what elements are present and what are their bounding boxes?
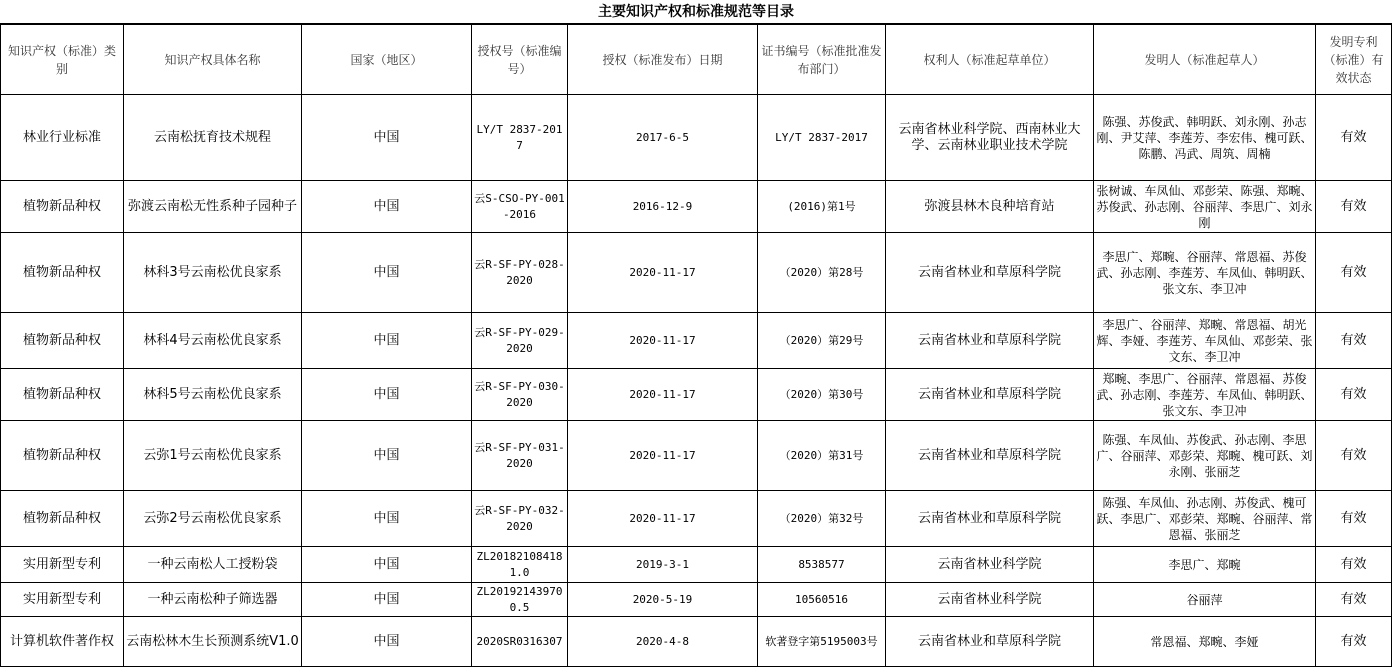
cell-status: 有效 [1316, 233, 1392, 313]
cell-cert: （2020）第28号 [758, 233, 886, 313]
cell-date: 2020-11-17 [568, 369, 758, 421]
table-title: 主要知识产权和标准规范等目录 [0, 0, 1392, 24]
header-category: 知识产权（标准）类别 [1, 25, 124, 95]
table-row [1, 313, 1392, 369]
cell-owner: 云南省林业和草原科学院 [886, 421, 1094, 491]
cell-cert: 10560516 [758, 583, 886, 617]
cell-auth-no: 云R-SF-PY-030-2020 [472, 369, 568, 421]
cell-date: 2020-11-17 [568, 233, 758, 313]
cell-owner: 云南省林业和草原科学院 [886, 233, 1094, 313]
cell-date: 2016-12-9 [568, 181, 758, 233]
cell-country: 中国 [302, 181, 472, 233]
cell-auth-no: ZL201821084181.0 [472, 547, 568, 583]
cell-auth-no: 云R-SF-PY-032-2020 [472, 491, 568, 547]
table-row [1, 547, 1392, 583]
cell-name: 云弥1号云南松优良家系 [124, 421, 302, 491]
cell-status: 有效 [1316, 547, 1392, 583]
cell-cert: （2020）第32号 [758, 491, 886, 547]
cell-inventors: 陈强、车凤仙、孙志刚、苏俊武、槐可跃、李思广、邓彭荣、郑畹、谷丽萍、常恩福、张丽芝 [1094, 491, 1316, 547]
table-row [1, 95, 1392, 181]
cell-category: 林业行业标准 [1, 95, 124, 181]
cell-inventors: 陈强、车凤仙、苏俊武、孙志刚、李思广、谷丽萍、邓彭荣、郑畹、槐可跃、刘永刚、张丽芝 [1094, 421, 1316, 491]
cell-status: 有效 [1316, 313, 1392, 369]
cell-auth-no: LY/T 2837-2017 [472, 95, 568, 181]
cell-category: 实用新型专利 [1, 583, 124, 617]
cell-status: 有效 [1316, 369, 1392, 421]
cell-owner: 云南省林业科学院、西南林业大学、云南林业职业技术学院 [886, 95, 1094, 181]
cell-status: 有效 [1316, 181, 1392, 233]
header-auth-no: 授权号（标准编号） [472, 25, 568, 95]
cell-inventors: 张树诚、车凤仙、邓彭荣、陈强、郑畹、苏俊武、孙志刚、谷丽萍、李思广、刘永刚 [1094, 181, 1316, 233]
header-date: 授权（标准发布）日期 [568, 25, 758, 95]
cell-cert: (2016)第1号 [758, 181, 886, 233]
cell-category: 植物新品种权 [1, 491, 124, 547]
table-row [1, 617, 1392, 667]
cell-auth-no: 云R-SF-PY-028-2020 [472, 233, 568, 313]
cell-owner: 云南省林业科学院 [886, 583, 1094, 617]
cell-auth-no: 云S-CSO-PY-001-2016 [472, 181, 568, 233]
header-status: 发明专利（标准）有效状态 [1316, 25, 1392, 95]
cell-country: 中国 [302, 369, 472, 421]
cell-name: 一种云南松人工授粉袋 [124, 547, 302, 583]
table-row [1, 369, 1392, 421]
cell-category: 植物新品种权 [1, 421, 124, 491]
cell-inventors: 李思广、郑畹、谷丽萍、常恩福、苏俊武、孙志刚、李莲芳、车凤仙、韩明跃、张文东、李卫冲 [1094, 233, 1316, 313]
cell-country: 中国 [302, 313, 472, 369]
cell-status: 有效 [1316, 491, 1392, 547]
header-country: 国家（地区） [302, 25, 472, 95]
cell-cert: （2020）第29号 [758, 313, 886, 369]
cell-auth-no: ZL201921439700.5 [472, 583, 568, 617]
cell-country: 中国 [302, 491, 472, 547]
cell-category: 实用新型专利 [1, 547, 124, 583]
table-row [1, 421, 1392, 491]
header-row [1, 25, 1392, 95]
cell-status: 有效 [1316, 617, 1392, 667]
cell-cert: 软著登字第5195003号 [758, 617, 886, 667]
cell-name: 云南松抚育技术规程 [124, 95, 302, 181]
cell-cert: 8538577 [758, 547, 886, 583]
cell-category: 植物新品种权 [1, 181, 124, 233]
cell-status: 有效 [1316, 95, 1392, 181]
cell-auth-no: 云R-SF-PY-029-2020 [472, 313, 568, 369]
header-inventors: 发明人（标准起草人） [1094, 25, 1316, 95]
table-row [1, 491, 1392, 547]
cell-cert: （2020）第31号 [758, 421, 886, 491]
cell-country: 中国 [302, 583, 472, 617]
cell-name: 林科3号云南松优良家系 [124, 233, 302, 313]
cell-country: 中国 [302, 233, 472, 313]
cell-owner: 弥渡县林木良种培育站 [886, 181, 1094, 233]
cell-cert: LY/T 2837-2017 [758, 95, 886, 181]
cell-owner: 云南省林业和草原科学院 [886, 369, 1094, 421]
cell-name: 弥渡云南松无性系种子园种子 [124, 181, 302, 233]
cell-country: 中国 [302, 421, 472, 491]
cell-date: 2020-11-17 [568, 491, 758, 547]
cell-auth-no: 云R-SF-PY-031-2020 [472, 421, 568, 491]
table-row [1, 233, 1392, 313]
cell-category: 计算机软件著作权 [1, 617, 124, 667]
cell-cert: （2020）第30号 [758, 369, 886, 421]
cell-name: 林科4号云南松优良家系 [124, 313, 302, 369]
cell-inventors: 李思广、郑畹 [1094, 547, 1316, 583]
cell-status: 有效 [1316, 583, 1392, 617]
cell-status: 有效 [1316, 421, 1392, 491]
cell-inventors: 谷丽萍 [1094, 583, 1316, 617]
cell-name: 一种云南松种子筛选器 [124, 583, 302, 617]
cell-inventors: 常恩福、郑畹、李娅 [1094, 617, 1316, 667]
cell-auth-no: 2020SR0316307 [472, 617, 568, 667]
header-cert: 证书编号（标准批准发布部门） [758, 25, 886, 95]
cell-category: 植物新品种权 [1, 233, 124, 313]
cell-country: 中国 [302, 95, 472, 181]
cell-category: 植物新品种权 [1, 369, 124, 421]
ip-catalog-table [0, 24, 1392, 667]
header-owner: 权利人（标准起草单位） [886, 25, 1094, 95]
cell-owner: 云南省林业和草原科学院 [886, 617, 1094, 667]
cell-owner: 云南省林业和草原科学院 [886, 313, 1094, 369]
cell-country: 中国 [302, 547, 472, 583]
table-row [1, 181, 1392, 233]
cell-date: 2020-11-17 [568, 421, 758, 491]
cell-date: 2020-11-17 [568, 313, 758, 369]
table-row [1, 583, 1392, 617]
cell-name: 云弥2号云南松优良家系 [124, 491, 302, 547]
header-name: 知识产权具体名称 [124, 25, 302, 95]
cell-inventors: 李思广、谷丽萍、郑畹、常恩福、胡光辉、李娅、李莲芳、车凤仙、邓彭荣、张文东、李卫冲 [1094, 313, 1316, 369]
cell-inventors: 郑畹、李思广、谷丽萍、常恩福、苏俊武、孙志刚、李莲芳、车凤仙、韩明跃、张文东、李卫冲 [1094, 369, 1316, 421]
cell-date: 2017-6-5 [568, 95, 758, 181]
cell-owner: 云南省林业科学院 [886, 547, 1094, 583]
cell-category: 植物新品种权 [1, 313, 124, 369]
cell-inventors: 陈强、苏俊武、韩明跃、刘永刚、孙志刚、尹艾萍、李莲芳、李宏伟、槐可跃、陈鹏、冯武、周筑、周楠 [1094, 95, 1316, 181]
cell-date: 2019-3-1 [568, 547, 758, 583]
cell-owner: 云南省林业和草原科学院 [886, 491, 1094, 547]
cell-name: 林科5号云南松优良家系 [124, 369, 302, 421]
cell-country: 中国 [302, 617, 472, 667]
cell-name: 云南松林木生长预测系统V1.0 [124, 617, 302, 667]
cell-date: 2020-4-8 [568, 617, 758, 667]
cell-date: 2020-5-19 [568, 583, 758, 617]
